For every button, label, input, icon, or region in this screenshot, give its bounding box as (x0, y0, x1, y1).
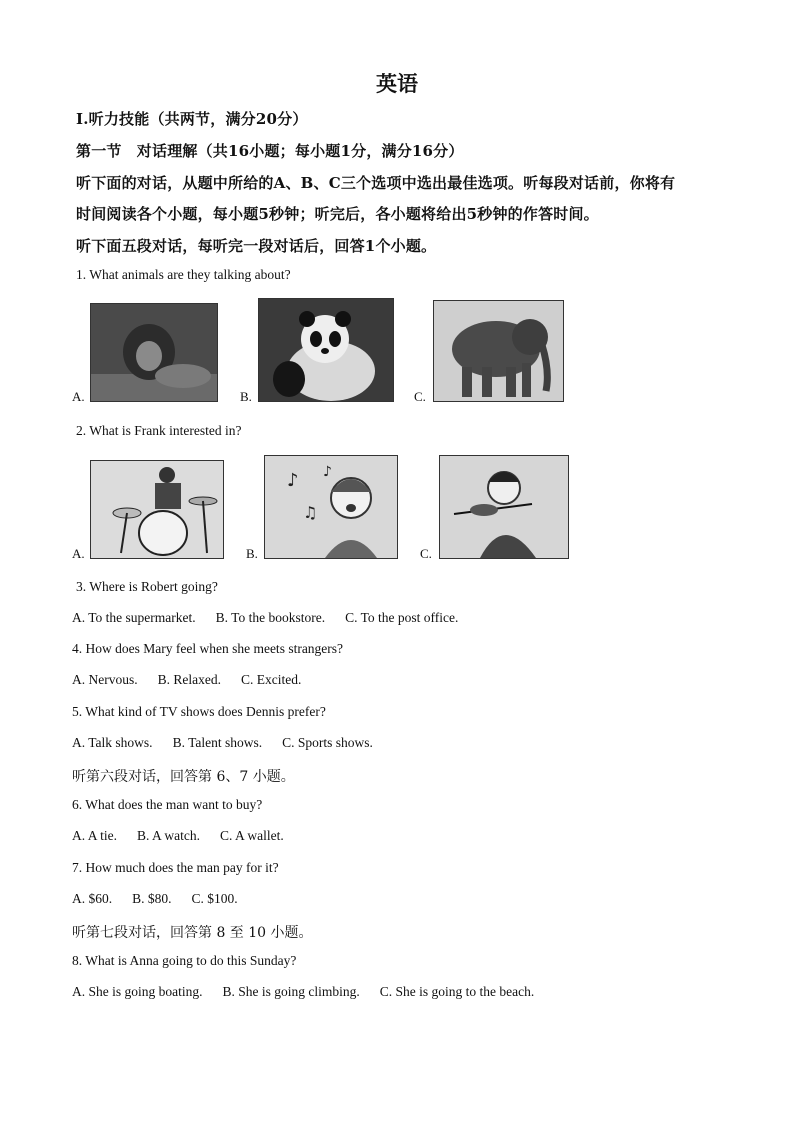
option-a: A. Nervous. (72, 672, 138, 687)
option-a: A. $60. (72, 891, 113, 906)
option-b: B. She is going climbing. (222, 984, 360, 999)
options-row-8 (72, 984, 554, 1000)
page-title: 英语 (376, 71, 418, 96)
elephant-image (433, 300, 564, 402)
elephant-icon (434, 301, 563, 401)
option-c: C. To the post office. (345, 610, 459, 625)
option-c: C. A wallet. (220, 828, 284, 843)
option-b: B. $80. (132, 891, 172, 906)
drums-icon (91, 461, 223, 558)
svg-text:♪: ♪ (323, 464, 332, 480)
question-5: 5. What kind of TV shows does Dennis prefer? (72, 704, 326, 719)
options-row-4 (72, 672, 321, 688)
dialogue-6-note: 听第六段对话，回答第 6、7 小题。 (72, 769, 295, 785)
svg-text:♪: ♪ (287, 470, 299, 491)
options-row-7 (72, 891, 258, 907)
violin-image (439, 455, 569, 559)
option-label-c: C. (414, 389, 426, 404)
panda-image (258, 298, 394, 402)
singing-boy-icon (265, 456, 397, 558)
part1-heading: 第一节 对话理解（共16小题；每小题1分，满分16分） (76, 142, 464, 160)
dialogue-7-note: 听第七段对话，回答第 8 至 10 小题。 (72, 925, 313, 941)
instructions-line1: 听下面的对话，从题中所给的A、B、C三个选项中选出最佳选项。听每段对话前，你将有 (76, 174, 676, 192)
singing-image (264, 455, 398, 559)
option-label-a: A. (72, 546, 85, 561)
option-label-c: C. (420, 546, 432, 561)
option-b: B. A watch. (137, 828, 201, 843)
instructions-line3: 听下面五段对话，每听完一段对话后，回答1个小题。 (76, 237, 437, 255)
options-row-5 (72, 735, 393, 751)
option-label-b: B. (246, 546, 258, 561)
option-c: C. $100. (191, 891, 238, 906)
lion-image (90, 303, 218, 402)
options-row-3 (72, 610, 478, 626)
drums-image (90, 460, 224, 559)
question-2: 2. What is Frank interested in? (76, 423, 242, 438)
panda-icon (259, 299, 393, 401)
question-7: 7. How much does the man pay for it? (72, 860, 279, 875)
option-a: A. A tie. (72, 828, 118, 843)
section-heading: Ⅰ.听力技能（共两节，满分20分） (76, 110, 308, 128)
question-4: 4. How does Mary feel when she meets strangers? (72, 641, 344, 656)
option-c: C. Sports shows. (282, 735, 373, 750)
option-b: B. To the bookstore. (215, 610, 326, 625)
option-b: B. Relaxed. (157, 672, 221, 687)
instructions-line2: 时间阅读各个小题，每小题5秒钟；听完后，各小题将给出5秒钟的作答时间。 (76, 205, 599, 223)
option-b: B. Talent shows. (172, 735, 263, 750)
option-c: C. Excited. (241, 672, 302, 687)
violin-boy-icon (440, 456, 568, 558)
option-a: A. Talk shows. (72, 735, 153, 750)
option-a: A. To the supermarket. (72, 610, 196, 625)
question-1: 1. What animals are they talking about? (76, 267, 291, 282)
option-c: C. She is going to the beach. (379, 984, 535, 999)
svg-text:♫: ♫ (303, 503, 318, 522)
question-3: 3. Where is Robert going? (76, 579, 218, 594)
option-label-a: A. (72, 389, 85, 404)
option-label-b: B. (240, 389, 252, 404)
question-6: 6. What does the man want to buy? (72, 797, 263, 812)
question-8: 8. What is Anna going to do this Sunday? (72, 953, 297, 968)
lion-icon (91, 304, 217, 401)
option-a: A. She is going boating. (72, 984, 203, 999)
options-row-6 (72, 828, 304, 844)
